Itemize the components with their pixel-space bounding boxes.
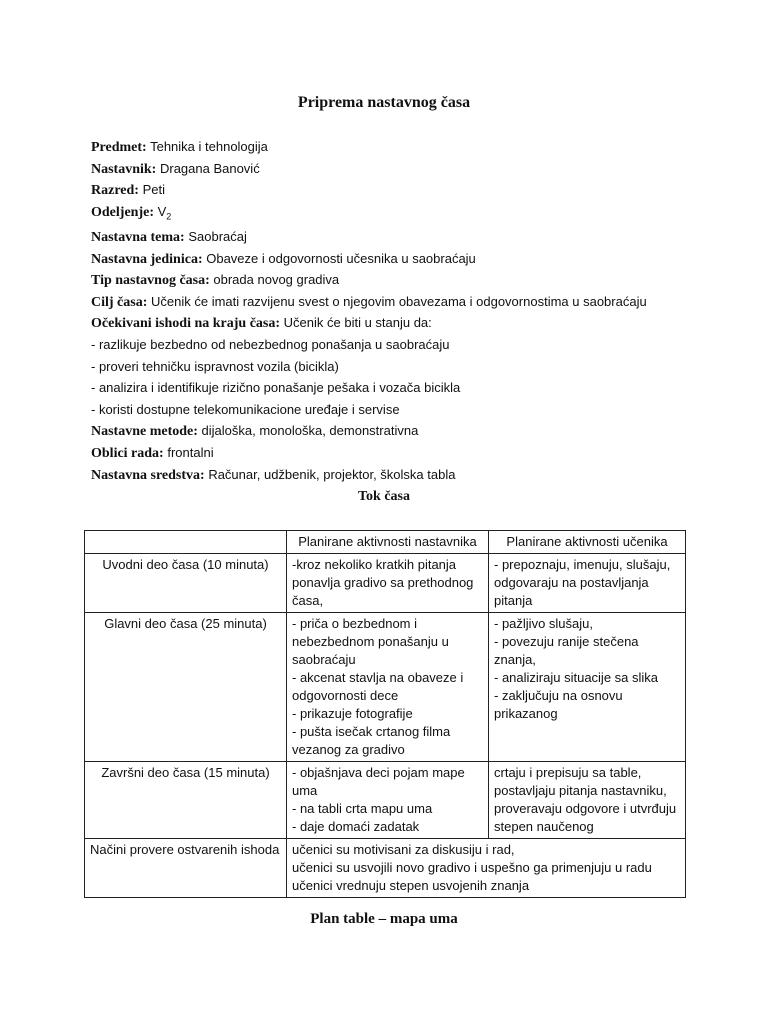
metadata-lines-2 — [91, 421, 711, 486]
outcome-item — [91, 335, 711, 357]
table-row — [85, 839, 686, 898]
cell-line: - daje domaći zadatak — [292, 819, 420, 834]
cell-line: - objašnjava deci pojam mape uma — [292, 765, 465, 798]
assessment-label-cell: Načini provere ostvarenih ishoda — [85, 839, 287, 898]
outcome-item — [91, 400, 711, 422]
metadata-label: Razred: — [91, 183, 139, 199]
metadata-label: Oblici rada: — [91, 445, 164, 461]
student-activities-cell — [489, 762, 686, 839]
metadata-value: Obaveze i odgovornosti učesnika u saobraćaju — [202, 250, 476, 266]
metadata-line — [91, 202, 711, 227]
metadata-line — [91, 292, 711, 314]
cell-line: - akcenat stavlja na obaveze i odgovornosti dece — [292, 670, 464, 703]
metadata-label: Očekivani ishodi na kraju časa: — [91, 316, 281, 332]
cell-line: - analiziraju situacije sa slika — [494, 670, 659, 685]
metadata-label: Odeljenje: — [91, 204, 154, 220]
footer-title: Plan table – mapa uma — [310, 911, 458, 927]
metadata-value: Peti — [138, 182, 165, 198]
table-row — [85, 762, 686, 839]
cell-line: - pušta isečak crtanog filma vezanog za gradivo — [292, 724, 451, 757]
metadata-line — [91, 421, 711, 443]
table-row — [85, 554, 686, 613]
teacher-activities-cell — [287, 613, 489, 762]
cell-line: učenici vrednuju stepen usvojenih znanja — [292, 878, 530, 893]
metadata-label: Nastavne metode: — [91, 424, 198, 440]
cell-line: -kroz nekoliko kratkih pitanja ponavlja gradivo sa prethodnog časa, — [292, 557, 474, 608]
phase-cell: Glavni deo časa (25 minuta) — [85, 613, 287, 762]
header-cell: Planirane aktivnosti učenika — [489, 531, 686, 554]
outcome-text: - analizira i identifikuje rizično ponašanje pešaka i vozača bicikla — [91, 380, 461, 396]
outcomes-list — [91, 335, 711, 421]
header-cell: Planirane aktivnosti nastavnika — [287, 531, 489, 554]
cell-line: učenici su motivisani za diskusiju i rad, — [292, 842, 515, 857]
metadata-value: Računar, udžbenik, projektor, školska tabla — [204, 466, 456, 482]
assessment-methods-cell — [287, 839, 686, 898]
metadata-line — [91, 270, 711, 292]
student-activities-cell — [489, 613, 686, 762]
cell-line: - prepoznaju, imenuju, slušaju, odgovaraju na postavljanja pitanja — [494, 557, 671, 608]
teacher-activities-cell — [287, 762, 489, 839]
metadata-value: Učenik će biti u stanju da: — [280, 315, 432, 331]
metadata-label: Tip nastavnog časa: — [91, 273, 210, 289]
cell-line: - prikazuje fotografije — [292, 706, 413, 721]
teacher-activities-cell — [287, 554, 489, 613]
metadata-value: $V_2$ — [153, 203, 172, 222]
table-row — [85, 613, 686, 762]
metadata-line — [91, 313, 711, 335]
section-title: Tok časa — [357, 489, 410, 504]
outcome-item — [91, 378, 711, 400]
metadata-label: Predmet: — [91, 140, 147, 155]
metadata-label: Nastavnik: — [91, 161, 157, 177]
lesson-plan-table — [84, 530, 686, 898]
metadata-lines — [91, 137, 711, 335]
phase-cell: Uvodni deo časa (10 minuta) — [85, 554, 287, 613]
metadata-value: obrada novog gradiva — [209, 272, 340, 288]
metadata-line — [91, 465, 711, 487]
metadata-value: dijaloška, monološka, demonstrativna — [197, 423, 419, 439]
metadata-line — [91, 180, 711, 202]
table-header-row — [85, 531, 686, 554]
metadata-label: Nastavna tema: — [91, 229, 185, 245]
student-activities-cell — [489, 554, 686, 613]
metadata-line — [91, 443, 711, 465]
metadata-line — [91, 137, 711, 159]
cell-line: crtaju i prepisuju sa table, postavljaju pitanja nastavniku, proveravaju odgovore i utvrđuju stepen naučenog — [494, 765, 677, 834]
outcome-text: - razlikuje bezbedno od nebezbednog ponašanja u saobraćaju — [91, 336, 450, 352]
metadata-label: Nastavna sredstva: — [91, 467, 205, 483]
metadata-line — [91, 227, 711, 249]
cell-line: - priča o bezbednom i nebezbednom ponašanju u saobraćaju — [292, 616, 449, 667]
cell-line: učenici su usvojili novo gradivo i uspešno ga primenjuju u radu — [292, 860, 652, 875]
metadata-label: Cilj časa: — [91, 294, 148, 310]
phase-cell: Završni deo časa (15 minuta) — [85, 762, 287, 839]
cell-line: - povezuju ranije stečena znanja, — [494, 634, 639, 667]
metadata-value: frontalni — [163, 444, 214, 460]
outcome-text: - proveri tehničku ispravnost vozila (bicikla) — [91, 358, 339, 374]
outcome-text: - koristi dostupne telekomunikacione uređaje i servise — [91, 401, 400, 417]
metadata-value: Saobraćaj — [184, 228, 247, 244]
outcome-item — [91, 357, 711, 379]
header-cell — [85, 531, 287, 554]
lesson-metadata — [91, 137, 711, 486]
cell-line: - zaključuju na osnovu prikazanog — [494, 688, 623, 721]
cell-line: - pažljivo slušaju, — [494, 616, 593, 631]
cell-line: - na tabli crta mapu uma — [292, 801, 433, 816]
document-title: Priprema nastavnog časa — [297, 94, 471, 111]
metadata-line — [91, 159, 711, 181]
metadata-label: Nastavna jedinica: — [91, 251, 203, 267]
metadata-line — [91, 249, 711, 271]
metadata-value: Tehnika i tehnologija — [146, 139, 268, 154]
metadata-subscript: 2 — [166, 211, 172, 222]
metadata-value: Učenik će imati razvijenu svest o njegovim obavezama i odgovornostima u saobraćaju — [147, 293, 647, 309]
metadata-value: Dragana Banović — [156, 160, 260, 176]
